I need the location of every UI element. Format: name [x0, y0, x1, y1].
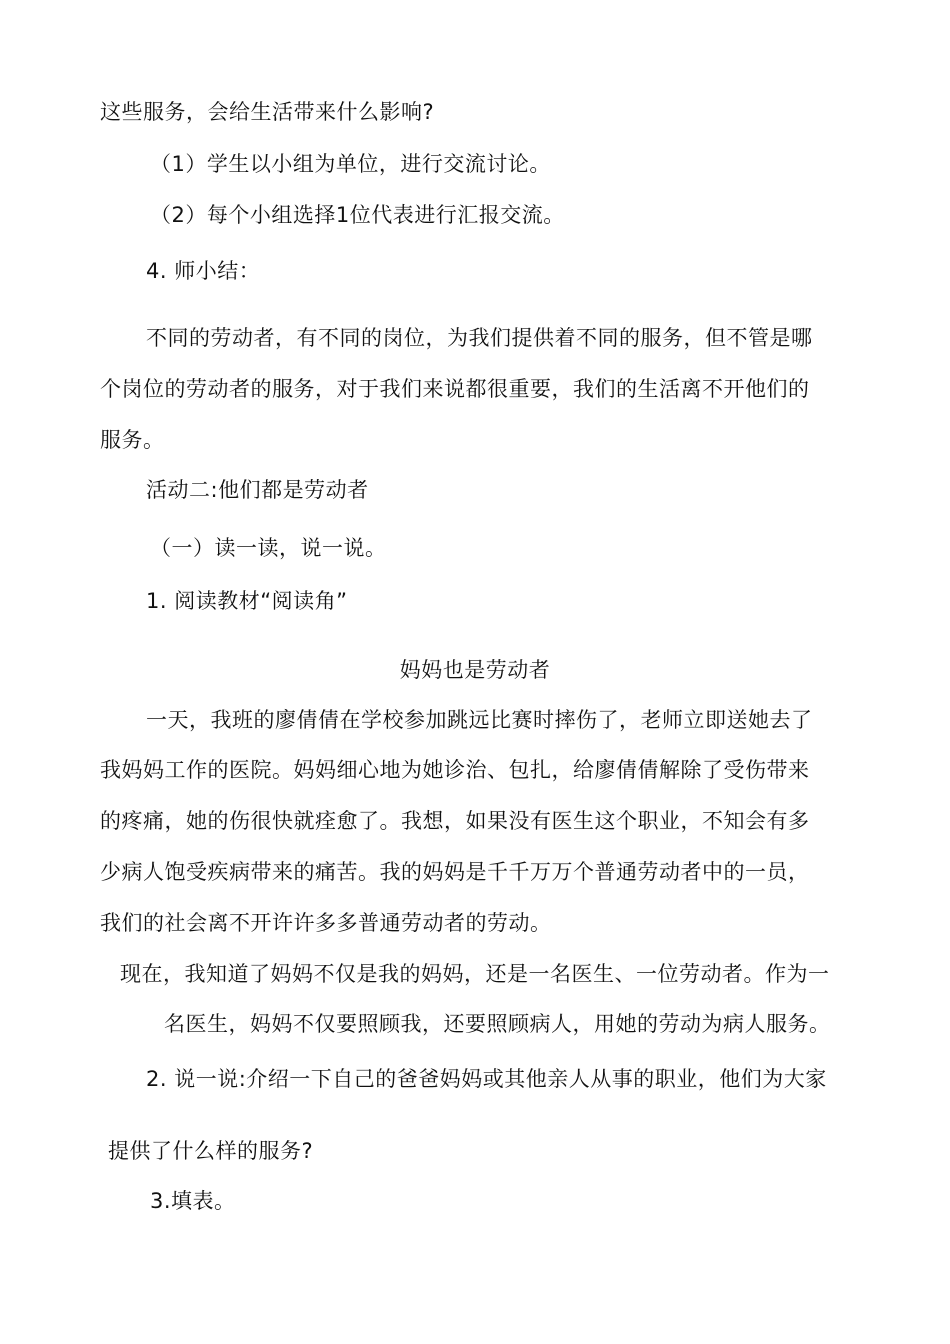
story-title: 妈妈也是劳动者	[399, 658, 551, 682]
story-paragraph-line: 的疼痛，她的伤很快就痊愈了。我想，如果没有医生这个职业，不知会有多	[100, 809, 810, 833]
paragraph-line: 这些服务，会给生活带来什么影响?	[100, 100, 435, 124]
say-task-line: 提供了什么样的服务?	[108, 1139, 314, 1163]
story-paragraph-line: 我妈妈工作的医院。妈妈细心地为她诊治、包扎，给廖倩倩解除了受伤带来	[100, 758, 810, 782]
story-paragraph-line: 我们的社会离不开许许多多普通劳动者的劳动。	[100, 911, 552, 935]
reading-corner-heading: 1. 阅读教材“阅读角”	[146, 589, 348, 613]
summary-paragraph-line: 个岗位的劳动者的服务，对于我们来说都很重要，我们的生活离不开他们的	[100, 377, 810, 401]
summary-paragraph-line: 服务。	[100, 428, 165, 452]
story-paragraph-line: 少病人饱受疾病带来的痛苦。我的妈妈是千千万万个普通劳动者中的一员，	[100, 860, 810, 884]
discussion-step-2: （2）每个小组选择1位代表进行汇报交流。	[150, 203, 565, 227]
fill-table-heading: 3.填表。	[150, 1189, 236, 1213]
say-task-line: 2. 说一说:介绍一下自己的爸爸妈妈或其他亲人从事的职业，他们为大家	[146, 1067, 827, 1091]
discussion-step-1: （1）学生以小组为单位，进行交流讨论。	[150, 152, 551, 176]
story-paragraph-line: 现在，我知道了妈妈不仅是我的妈妈，还是一名医生、一位劳动者。作为一	[120, 962, 830, 986]
story-paragraph-line: 名医生，妈妈不仅要照顾我，还要照顾病人，用她的劳动为病人服务。	[164, 1012, 831, 1036]
summary-paragraph-line: 不同的劳动者，有不同的岗位，为我们提供着不同的服务，但不管是哪	[146, 326, 813, 350]
teacher-summary-heading: 4. 师小结：	[146, 259, 261, 283]
activity-two-heading: 活动二:他们都是劳动者	[146, 478, 369, 502]
story-paragraph-line: 一天，我班的廖倩倩在学校参加跳远比赛时摔伤了，老师立即送她去了	[146, 708, 813, 732]
read-and-say-heading: （一）读一读，说一说。	[150, 536, 387, 560]
